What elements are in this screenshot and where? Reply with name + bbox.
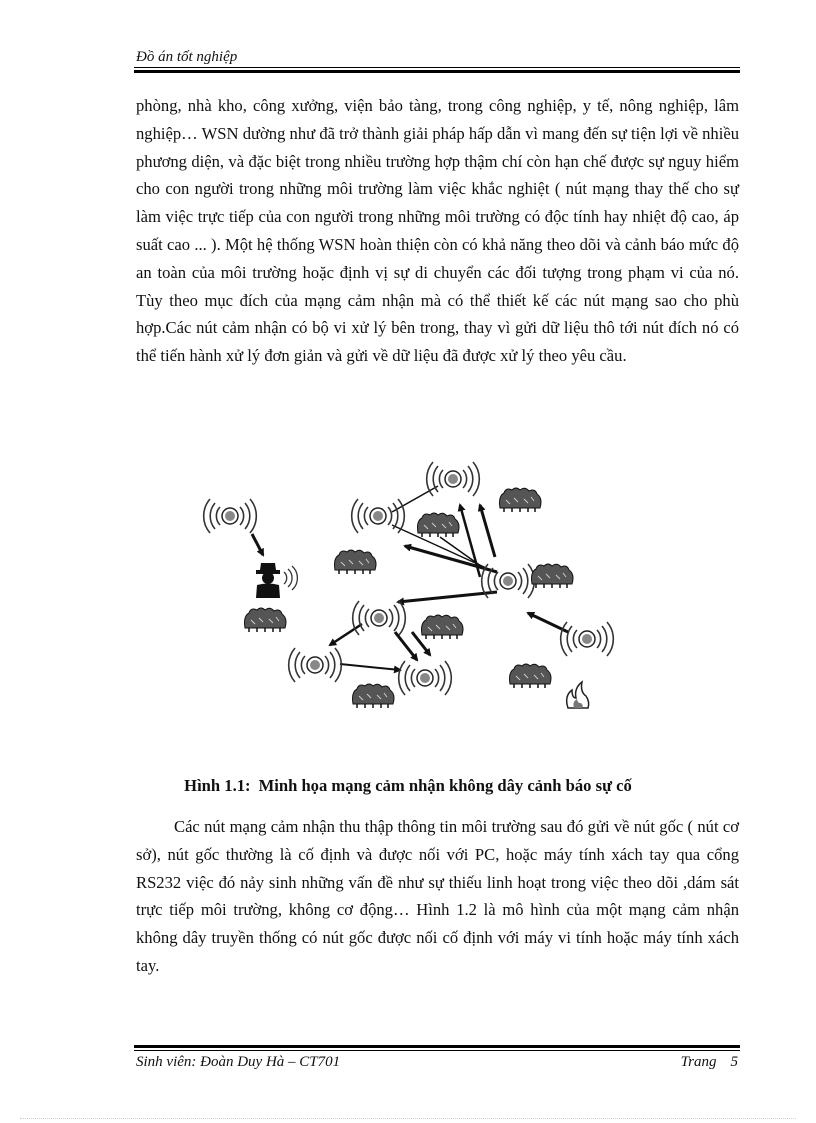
footer-rule-thin	[134, 1050, 740, 1051]
figure-caption-text: Minh họa mạng cảm nhận không dây cảnh báo sự cố	[258, 776, 632, 795]
running-header: Đồ án tốt nghiệp	[136, 49, 238, 65]
fire-icon	[567, 682, 589, 708]
sensor-node-icon	[399, 661, 452, 695]
sensor-node-icon	[353, 601, 406, 635]
tree-cluster-icon	[500, 488, 542, 512]
tree-cluster-icon	[418, 513, 460, 537]
sensor-node-icon	[352, 499, 405, 533]
footer-page	[681, 1054, 738, 1071]
body-paragraph-2: Các nút mạng cảm nhận thu thập thông tin môi trường sau đó gửi về nút gốc ( nút cơ sở), nút gốc thường là cố định và được nối với PC, hoặc máy tính xách tay qua cổng RS232 việc đó nảy sinh những vấn đề như sự thiếu linh hoạt trong việc theo dõi ,dám sát trực tiếp môi trường, không cơ động… Hình 1.2 là mô hình của một mạng cảm nhận không dây truyền thống có nút gốc được nối cố định với máy vi tính hoặc máy tính xách tay.	[136, 817, 739, 975]
footer-rule-thick	[134, 1045, 740, 1048]
person-icon	[256, 563, 297, 598]
tree-cluster-icon	[510, 664, 552, 688]
figure-caption-label: Hình 1.1:	[184, 776, 251, 795]
sensor-node-icon	[289, 648, 342, 682]
sensor-node-icon	[561, 622, 614, 656]
body-paragraph-1: phòng, nhà kho, công xưởng, viện bảo tàng, trong công nghiệp, y tế, nông nghiệp, lâm nghiệp… WSN dường như đã trở thành giải pháp hấp dẫn vì mang đến sự tiện lợi về nhiều phương diện, và đặc biệt trong nhiều trường hợp thậm chí còn hạn chế được sự nguy hiểm cho con người trong những môi trường làm việc khắc nghiệt ( nút mạng thay thế cho sự làm việc trực tiếp của con người trong những môi trường có độc tính hay nhiệt độ cao, áp suất cao ... ). Một hệ thống WSN hoàn thiện còn có khả năng theo dõi và cảnh báo mức độ an toàn của môi trường hoặc định vị sự di chuyển các đối tượng trong phạm vi của nó. Tùy theo mục đích của mạng cảm nhận mà có thể thiết kế các nút mạng sao cho phù hợp.Các nút cảm nhận có bộ vi xử lý bên trong, thay vì gửi dữ liệu thô tới nút đích nó có thể tiến hành xử lý đơn giản và gửi về dữ liệu đã được xử lý theo yêu cầu.	[136, 96, 739, 366]
tree-cluster-icon	[335, 550, 377, 574]
figure-caption	[0, 776, 816, 796]
tree-cluster-icon	[532, 564, 574, 588]
sensor-node-icon	[427, 462, 480, 496]
header-rule-thin	[134, 67, 740, 68]
footer-student: Sinh viên: Đoàn Duy Hà – CT701	[136, 1054, 341, 1070]
tree-cluster-icon	[353, 684, 395, 708]
header-rule-thick	[134, 70, 740, 73]
page-edge-dotted-line	[20, 1118, 796, 1119]
sensor-node-icon	[204, 499, 257, 533]
footer-page-number: 5	[730, 1054, 738, 1070]
footer-page-label: Trang	[680, 1054, 717, 1070]
tree-cluster-icon	[245, 608, 287, 632]
tree-cluster-icon	[422, 615, 464, 639]
wsn-figure	[190, 452, 630, 727]
